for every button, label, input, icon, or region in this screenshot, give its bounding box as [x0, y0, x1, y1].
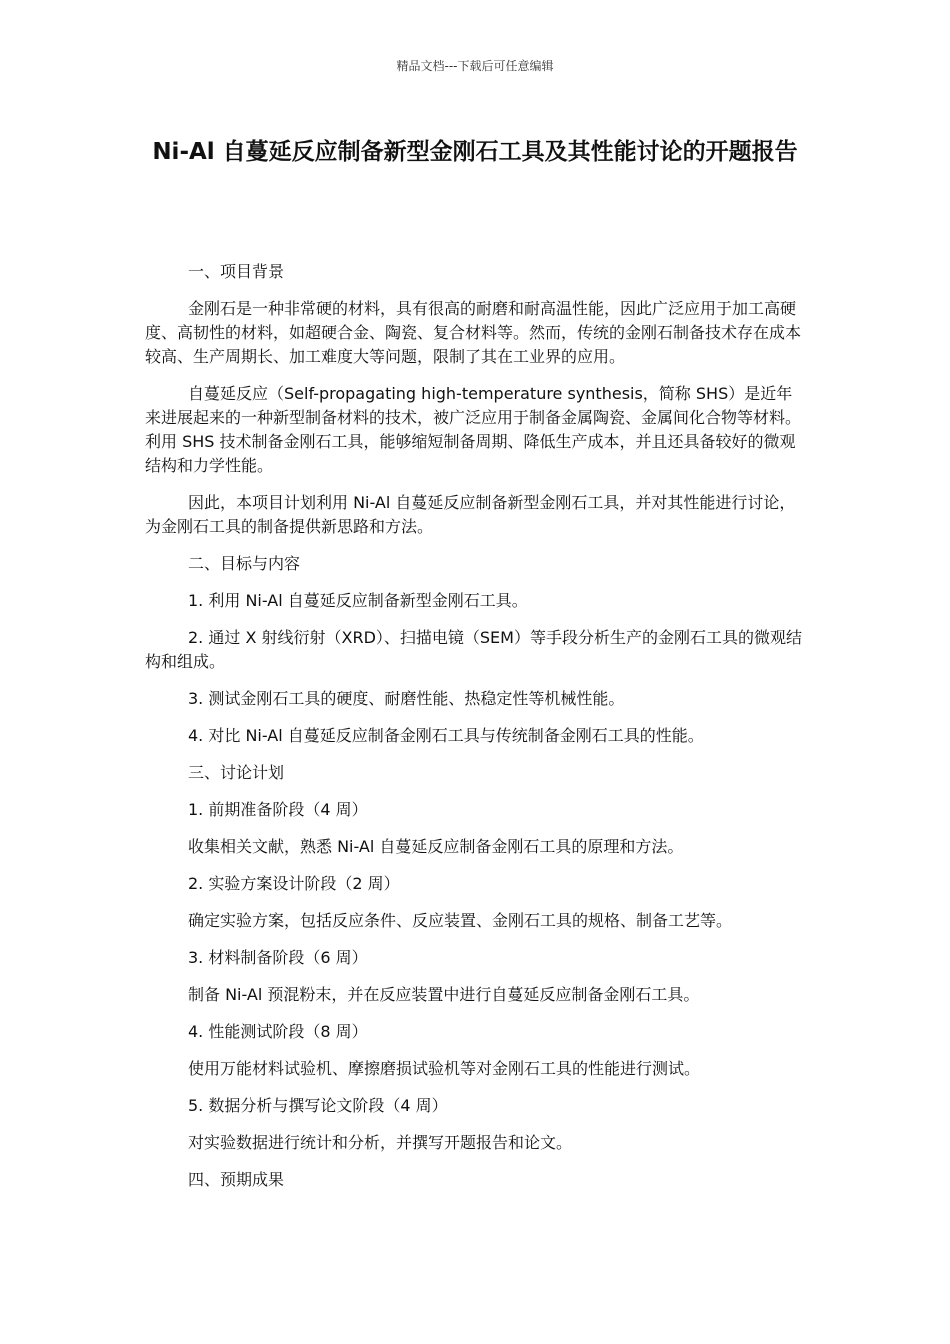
section-heading-results: 四、预期成果 [188, 1170, 285, 1189]
plan-stage-3-desc: 制备 Ni-Al 预混粉末，并在反应装置中进行自蔓延反应制备金刚石工具。 [188, 985, 700, 1004]
plan-stage-5-title: 5. 数据分析与撰写论文阶段（4 周） [188, 1096, 448, 1115]
plan-stage-4-desc: 使用万能材料试验机、摩擦磨损试验机等对金刚石工具的性能进行测试。 [188, 1059, 701, 1078]
paragraph-project-plan: 因此，本项目计划利用 Ni-Al 自蔓延反应制备新型金刚石工具，并对其性能进行讨论，为金刚石工具的制备提供新思路和方法。 [145, 493, 796, 536]
document-title: Ni-Al 自蔓延反应制备新型金刚石工具及其性能讨论的开题报告 [152, 139, 798, 165]
goal-item-3: 3. 测试金刚石工具的硬度、耐磨性能、热稳定性等机械性能。 [188, 689, 625, 708]
plan-stage-3-title: 3. 材料制备阶段（6 周） [188, 948, 368, 967]
plan-stage-1-title: 1. 前期准备阶段（4 周） [188, 800, 368, 819]
paragraph-shs-intro: 自蔓延反应（Self-propagating high-temperature synthesis，简称 SHS）是近年来进展起来的一种新型制备材料的技术，被广泛应用于制备金属陶瓷、金属间化合物等材料。利用 SHS 技术制备金刚石工具，能够缩短制备周期、降低生产成本，并且还具备较好的微观结构和力学性能。 [145, 384, 802, 475]
plan-stage-2-title: 2. 实验方案设计阶段（2 周） [188, 874, 400, 893]
goal-item-2: 2. 通过 X 射线衍射（XRD）、扫描电镜（SEM）等手段分析生产的金刚石工具的微观结构和组成。 [145, 628, 802, 671]
section-heading-plan: 三、讨论计划 [188, 763, 285, 782]
plan-stage-4-title: 4. 性能测试阶段（8 周） [188, 1022, 368, 1041]
goal-item-1: 1. 利用 Ni-Al 自蔓延反应制备新型金刚石工具。 [188, 591, 528, 610]
plan-stage-5-desc: 对实验数据进行统计和分析，并撰写开题报告和论文。 [188, 1133, 573, 1152]
section-heading-background: 一、项目背景 [188, 262, 285, 281]
page-header: 精品文档---下载后可任意编辑 [396, 59, 554, 73]
plan-stage-2-desc: 确定实验方案，包括反应条件、反应装置、金刚石工具的规格、制备工艺等。 [188, 911, 733, 930]
plan-stage-1-desc: 收集相关文献，熟悉 Ni-Al 自蔓延反应制备金刚石工具的原理和方法。 [188, 837, 684, 856]
paragraph-diamond-intro: 金刚石是一种非常硬的材料，具有很高的耐磨和耐高温性能，因此广泛应用于加工高硬度、高韧性的材料，如超硬合金、陶瓷、复合材料等。然而，传统的金刚石制备技术存在成本较高、生产周期长、加工难度大等问题，限制了其在工业界的应用。 [145, 299, 802, 366]
goal-item-4: 4. 对比 Ni-Al 自蔓延反应制备金刚石工具与传统制备金刚石工具的性能。 [188, 726, 704, 745]
section-heading-goals: 二、目标与内容 [188, 554, 301, 573]
document-body [145, 260, 805, 1205]
